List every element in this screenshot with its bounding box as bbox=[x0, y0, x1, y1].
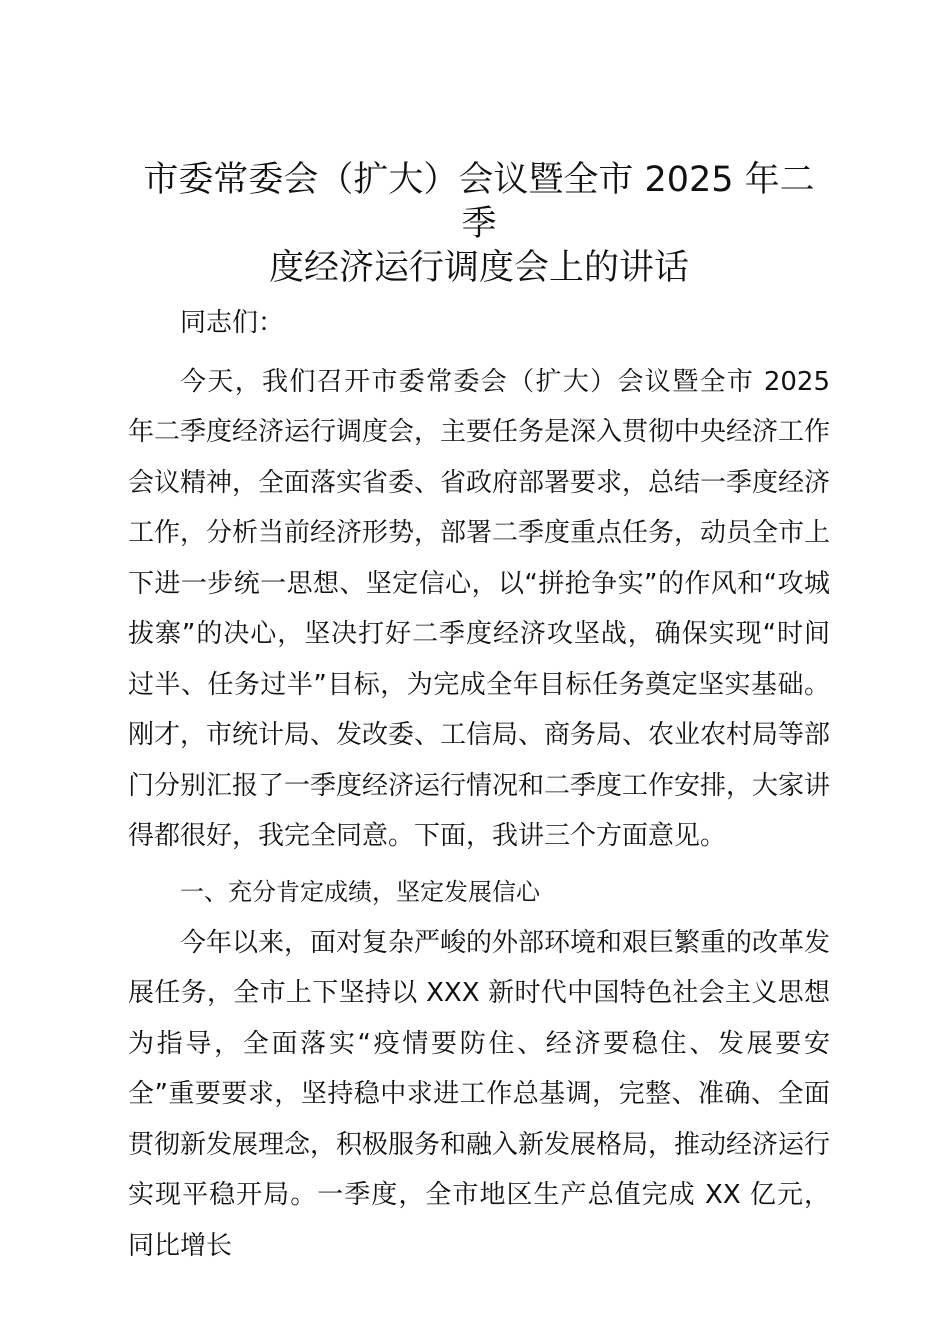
title-line-1: 市委常委会（扩大）会议暨全市 2025 年二季 bbox=[143, 160, 815, 244]
opening-paragraph: 今天，我们召开市委常委会（扩大）会议暨全市 2025 年二季度经济运行调度会，主要任务是深入贯彻中央经济工作会议精神，全面落实省委、省政府部署要求，总结一季度经济工作，分析当前经济形势，部署二季度重点任务，动员全市上下进一步统一思想、坚定信心，以“拼抢争实”的作风和“攻城拔寨”的决心，坚决打好二季度经济攻坚战，确保实现“时间过半、任务过半”目标，为完成全年目标任务奠定坚实基础。刚才，市统计局、发改委、工信局、商务局、农业农村局等部门分别汇报了一季度经济运行情况和二季度工作安排，大家讲得都很好，我完全同意。下面，我讲三个方面意见。 bbox=[128, 366, 831, 851]
section-1-paragraph: 今年以来，面对复杂严峻的外部环境和艰巨繁重的改革发展任务，全市上下坚持以 XXX 新时代中国特色社会主义思想为指导，全面落实“疫情要防住、经济要稳住、发展要安全”重要要求，坚持稳中求进工作总基调，完整、准确、全面贯彻新发展理念，积极服务和融入新发展格局，推动经济运行实现平稳开局。一季度，全市地区生产总值完成 XX 亿元，同比增长 bbox=[128, 927, 831, 1261]
document-title bbox=[128, 158, 830, 290]
title-line-2: 度经济运行调度会上的讲话 bbox=[268, 248, 689, 288]
greeting: 同志们： bbox=[180, 308, 285, 338]
document-content bbox=[128, 158, 830, 1271]
section-1-heading: 一、充分肯定成绩，坚定发展信心 bbox=[180, 877, 540, 906]
